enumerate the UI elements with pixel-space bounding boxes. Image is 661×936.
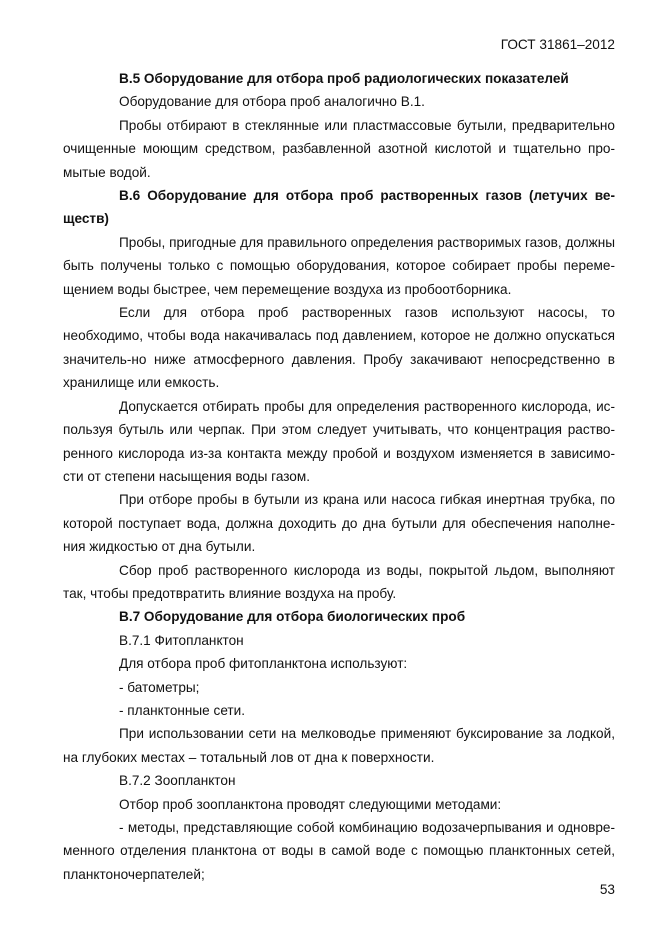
list-item: - батометры; xyxy=(119,679,200,695)
paragraph: Сбор проб растворенного кислорода из воды, покрытой льдом, выполняют так, чтобы предотвратить влияние воздуха на пробу. xyxy=(63,562,615,601)
document-code: ГОСТ 31861–2012 xyxy=(500,37,615,52)
paragraph: При отборе пробы в бутыли из крана или насоса гибкая инертная трубка, по которой поступает вода, должна доходить до дна бутыли для обеспечения наполне-ния жидкостью от дна бутыли. xyxy=(63,492,615,555)
list-item: - методы, представляющие собой комбинацию водозачерпывания и одновре-менного отделения планктона от воды в самой воде с помощью планктонных сетей, планктоночерпателей; xyxy=(63,820,615,882)
paragraph: Пробы, пригодные для правильного определения растворимых газов, должны быть получены только с помощью оборудования, которое собирает пробы переме-щением воды быстрее, чем перемещение воздуха из пробоотборника. xyxy=(63,234,615,297)
paragraph: Пробы отбирают в стеклянные или пластмассовые бутыли, предварительно очищенные моющим средством, разбавленной азотной кислотой и тщательно про-мытые водой. xyxy=(63,117,615,180)
section-heading-b7: В.7 Оборудование для отбора биологических проб xyxy=(119,609,466,625)
paragraph: Для отбора проб фитопланктона используют: xyxy=(119,656,408,672)
paragraph: Оборудование для отбора проб аналогично В.1. xyxy=(119,94,425,110)
list-item: - планктонные сети. xyxy=(119,702,246,718)
paragraph: При использовании сети на мелководье применяют буксирование за лодкой, на глубоких местах – тотальный лов от дна к поверхности. xyxy=(63,726,615,765)
document-body xyxy=(63,67,615,886)
paragraph: Отбор проб зоопланктона проводят следующими методами: xyxy=(119,796,502,812)
subsection-heading: В.7.2 Зоопланктон xyxy=(119,773,236,789)
subsection-heading: В.7.1 Фитопланктон xyxy=(119,632,244,648)
page-number: 53 xyxy=(599,882,615,897)
paragraph: Если для отбора проб растворенных газов используют насосы, то необходимо, чтобы вода накачивалась под давлением, которое не должно опускаться значитель-но ниже атмосферного давления. Пробу закачивают непосредственно в хранилище или емкость. xyxy=(63,305,615,391)
section-heading-b5: В.5 Оборудование для отбора проб радиологических показателей xyxy=(119,71,569,86)
paragraph: Допускается отбирать пробы для определения растворенного кислорода, ис-пользуя бутыль или черпак. При этом следует учитывать, что концентрация раство-ренного кислорода из-за контакта между пробой и воздухом изменяется в зависимо-сти от степени насыщения воды газом. xyxy=(63,398,615,484)
section-heading-b6: В.6 Оборудование для отбора проб растворенных газов (летучих ве-ществ) xyxy=(63,188,615,227)
